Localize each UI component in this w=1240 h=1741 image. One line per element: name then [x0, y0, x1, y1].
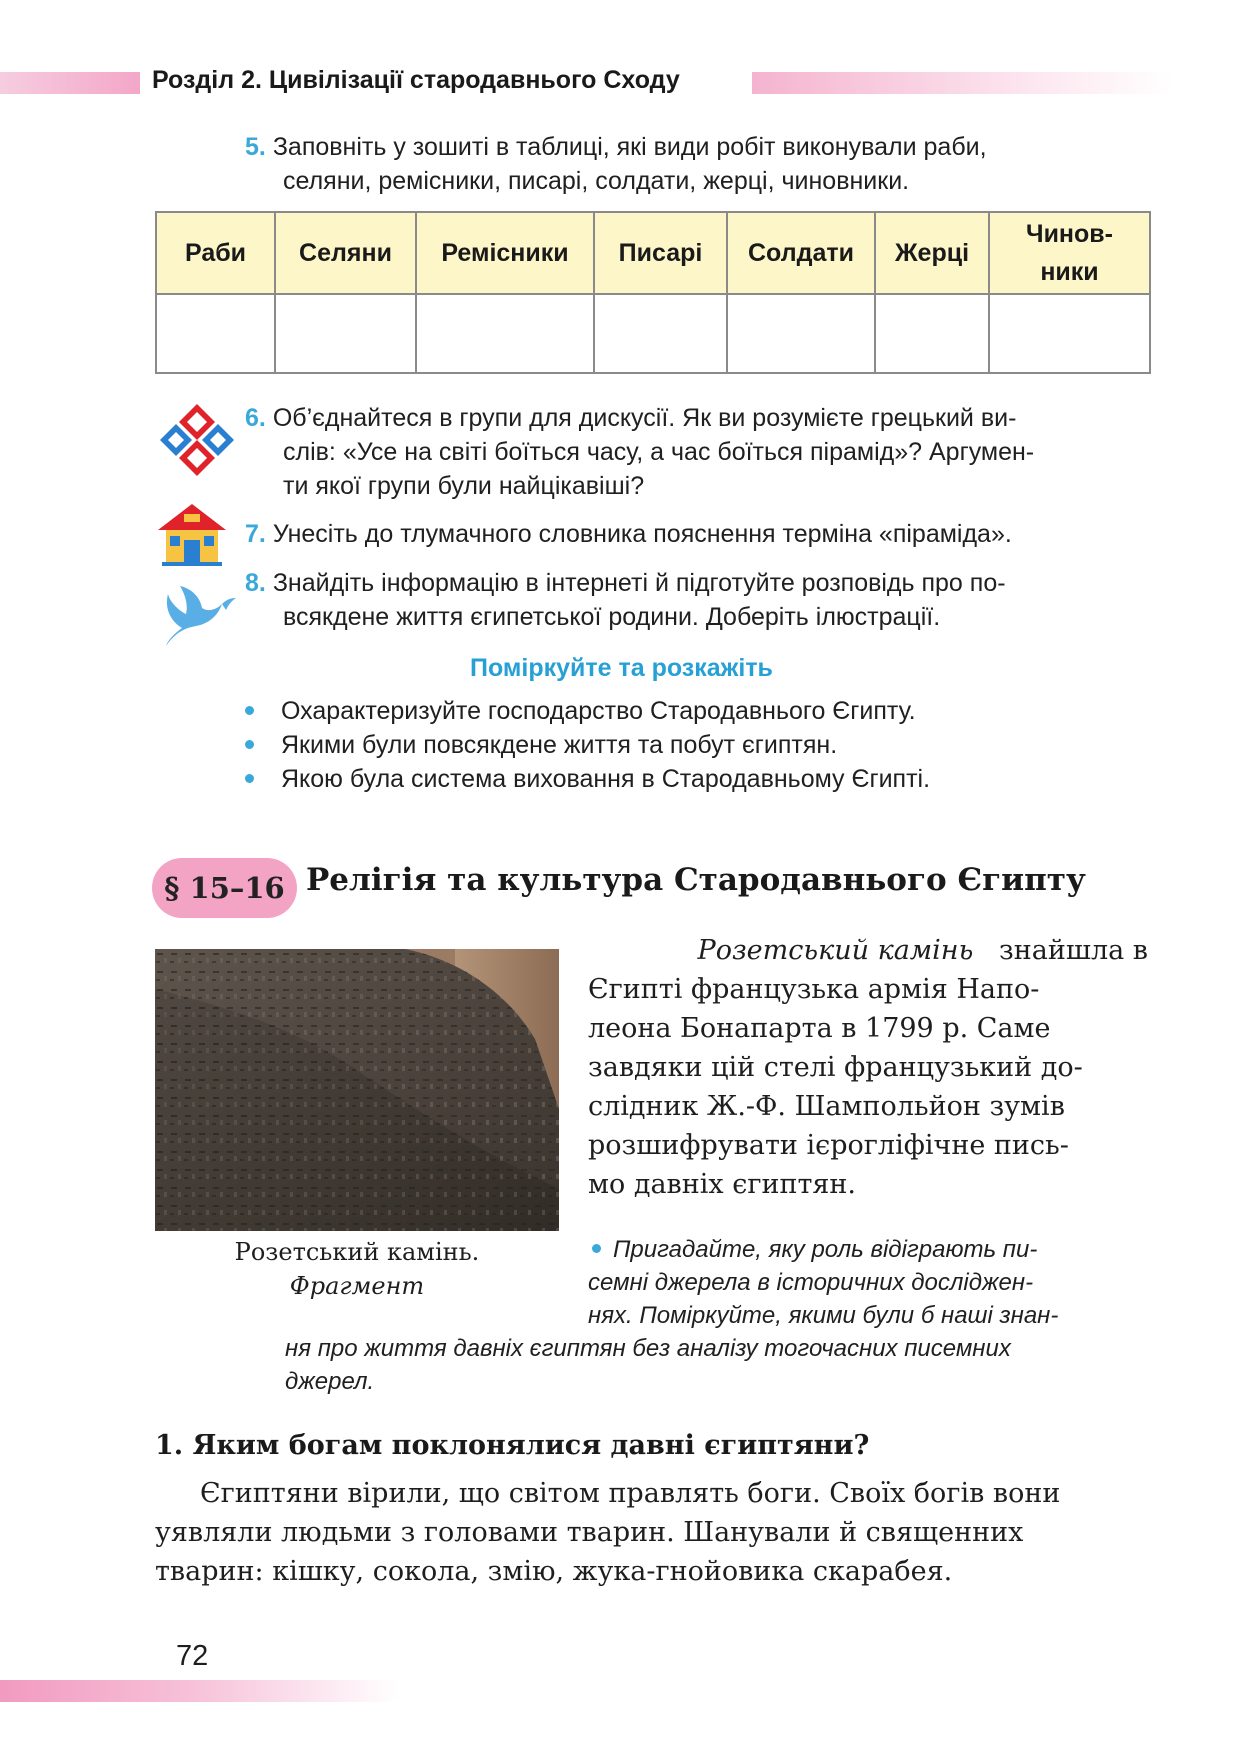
body-line: Єгиптяни вірили, що світом правлять боги. Своїх богів вони — [200, 1478, 1061, 1509]
bullet-icon — [245, 706, 254, 715]
table-cell — [875, 294, 989, 373]
rosetta-stone-photo — [155, 949, 559, 1231]
bullet-icon — [245, 740, 254, 749]
dove-icon — [160, 584, 238, 650]
note-text: джерел. — [285, 1368, 375, 1395]
table-header-line: Чинов- — [1026, 220, 1113, 248]
task-5-number: 5. — [245, 133, 266, 161]
task-8-line-2: всякдене життя єгипетської родини. Доберіть ілюстрації. — [283, 603, 941, 631]
intro-text: слідник Ж.-Ф. Шампольйон зумів — [588, 1091, 1065, 1122]
task-7 — [245, 517, 1012, 551]
table-cell — [727, 294, 875, 373]
photo-caption-subtitle: Фрагмент — [289, 1272, 425, 1300]
house-icon — [154, 500, 230, 568]
think-title: Поміркуйте та розкажіть — [470, 654, 773, 682]
task-8-number: 8. — [245, 569, 266, 597]
body-line: уявляли людьми з головами тварин. Шанували й священних — [155, 1517, 1024, 1548]
intro-line — [588, 935, 1148, 966]
intro-text: завдяки цій стелі французький до- — [588, 1052, 1083, 1083]
chapter-title: Розділ 2. Цивілізації стародавнього Сходу — [152, 66, 680, 94]
intro-line — [588, 1169, 1148, 1200]
task-7-line-1: Унесіть до тлумачного словника пояснення терміна «піраміда». — [272, 520, 1012, 548]
table-header-line: ники — [1040, 258, 1099, 286]
table-cell — [594, 294, 727, 373]
list-item — [245, 697, 916, 726]
table-row — [156, 294, 1150, 373]
body-line: тварин: кішку, сокола, змію, жука-гнойовика скарабея. — [155, 1556, 953, 1587]
page-number: 72 — [176, 1640, 209, 1672]
intro-line — [588, 1091, 1148, 1122]
bullet-icon — [245, 774, 254, 783]
list-item-text: Якими були повсякдене життя та побут єгиптян. — [281, 731, 838, 759]
table-header-cell: Селяни — [275, 212, 416, 294]
table-cell — [989, 294, 1150, 373]
table-header-cell: Писарі — [594, 212, 727, 294]
intro-line — [588, 1130, 1148, 1161]
note-text: Пригадайте, яку роль відіграють пи- — [613, 1236, 1038, 1263]
list-item — [245, 731, 837, 760]
task-6 — [245, 401, 1016, 435]
list-item — [245, 765, 930, 794]
task-5-line-1: Заповніть у зошиті в таблиці, які види робіт виконували раби, — [272, 133, 987, 161]
header-band-right — [752, 72, 1172, 94]
footer-band — [0, 1680, 400, 1702]
table-cell — [275, 294, 416, 373]
task-6-line-2: слів: «Усе на світі боїться часу, а час боїться пірамід»? Аргумен- — [283, 438, 1035, 466]
task-5 — [245, 130, 987, 164]
table-cell — [416, 294, 594, 373]
photo-caption: Розетський камінь. — [234, 1238, 480, 1266]
intro-term: Розетський камінь — [697, 935, 974, 966]
jobs-table — [155, 211, 1151, 374]
bullet-icon — [592, 1244, 601, 1253]
header-band-left — [0, 72, 140, 94]
table-header-cell: Жерці — [875, 212, 989, 294]
task-5-line-2: селяни, ремісники, писарі, солдати, жерці, чиновники. — [283, 167, 910, 195]
intro-text: Єгипті французька армія Напо- — [588, 974, 1040, 1005]
task-8 — [245, 566, 1006, 600]
section-title: Релігія та культура Стародавнього Єгипту — [306, 862, 1086, 898]
section-badge: § 15–16 — [152, 858, 297, 918]
intro-line — [588, 1052, 1148, 1083]
list-item-text: Охарактеризуйте господарство Стародавнього Єгипту. — [281, 697, 916, 725]
task-6-line-1: Об’єднайтеся в групи для дискусії. Як ви розумієте грецький ви- — [272, 404, 1017, 432]
task-6-line-3: ти якої групи були найцікавіші? — [283, 472, 645, 500]
intro-text: леона Бонапарта в 1799 р. Саме — [588, 1013, 1051, 1044]
task-7-number: 7. — [245, 520, 266, 548]
note-text: нях. Поміркуйте, якими були б наші знан- — [588, 1302, 1059, 1329]
question-heading: 1. Яким богам поклонялися давні єгиптяни? — [155, 1430, 870, 1461]
table-header-cell: Раби — [156, 212, 275, 294]
task-8-line-1: Знайдіть інформацію в інтернеті й підготуйте розповідь про по- — [272, 569, 1006, 597]
intro-line — [588, 974, 1148, 1005]
intro-text: знайшла в — [999, 935, 1148, 966]
intro-text: розшифрувати ієрогліфічне пись- — [588, 1130, 1069, 1161]
table-header-cell: Солдати — [727, 212, 875, 294]
group-discussion-icon — [152, 402, 242, 478]
intro-text: мо давніх єгиптян. — [588, 1169, 857, 1200]
note-text: ня про життя давніх єгиптян без аналізу тогочасних писемних — [285, 1335, 1011, 1362]
table-header-cell — [989, 212, 1150, 294]
table-cell — [156, 294, 275, 373]
table-header-cell: Ремісники — [416, 212, 594, 294]
table-header-row — [156, 212, 1150, 294]
list-item-text: Якою була система виховання в Стародавньому Єгипті. — [281, 765, 931, 793]
task-6-number: 6. — [245, 404, 266, 432]
intro-line — [588, 1013, 1148, 1044]
note-text: семні джерела в історичних досліджен- — [588, 1269, 1034, 1296]
note-line — [592, 1236, 1037, 1264]
